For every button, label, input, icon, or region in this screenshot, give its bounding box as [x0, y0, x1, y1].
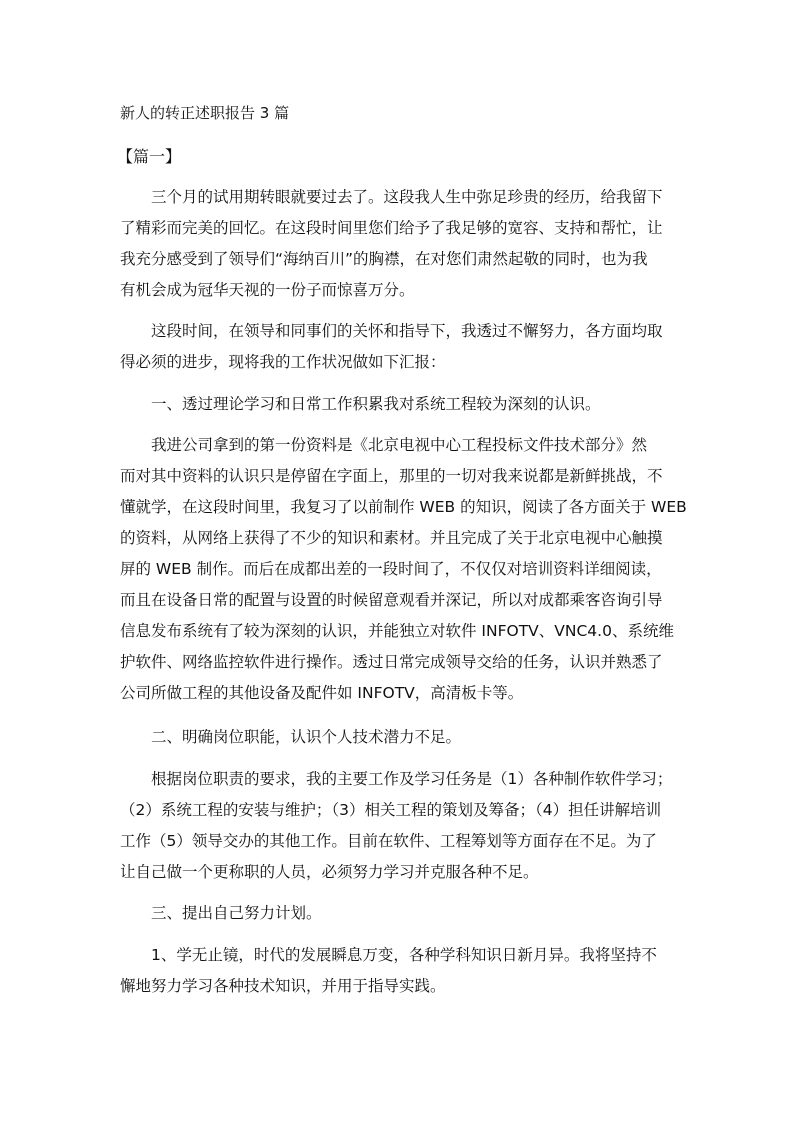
paragraph-line: 懈地努力学习各种技术知识，并用于指导实践。 — [120, 977, 446, 995]
paragraph-1 — [120, 182, 685, 306]
paragraph-line: 护软件、网络监控软件进行操作。透过日常完成领导交给的任务，认识并熟悉了 — [120, 653, 663, 671]
paragraph-line: 三个月的试用期转眼就要过去了。这段我人生中弥足珍贵的经历，给我留下 — [151, 188, 663, 206]
paragraph-line: 而对其中资料的认识只是停留在字面上，那里的一切对我来说都是新鲜挑战，不 — [120, 467, 663, 485]
heading-3 — [120, 898, 685, 929]
paragraph-line: 而且在设备日常的配置与设置的时候留意观看并深记，所以对成都乘客咨询引导 — [120, 591, 663, 609]
paragraph-line: 一、透过理论学习和日常工作积累我对系统工程较为深刻的认识。 — [151, 395, 601, 413]
paragraph-line: 有机会成为冠华天视的一份子而惊喜万分。 — [120, 281, 415, 299]
heading-2 — [120, 722, 685, 753]
paragraph-4 — [120, 764, 685, 888]
paragraph-line: 二、明确岗位职能，认识个人技术潜力不足。 — [151, 728, 462, 746]
section-heading: 【篇一】 — [117, 147, 182, 166]
paragraph-3 — [120, 430, 685, 709]
paragraph-5 — [120, 940, 685, 1002]
paragraph-line: 信息发布系统有了较为深刻的认识，并能独立对软件 INFOTV、VNC4.0、系统维 — [120, 622, 674, 640]
paragraph-line: 我充分感受到了领导们“海纳百川”的胸襟，在对您们肃然起敬的同时，也为我 — [120, 250, 648, 268]
paragraph-line: 三、提出自己努力计划。 — [151, 904, 322, 922]
paragraph-line: 根据岗位职责的要求，我的主要工作及学习任务是（1）各种制作软件学习； — [151, 770, 673, 788]
heading-1 — [120, 389, 685, 420]
paragraph-line: 屏的 WEB 制作。而后在成都出差的一段时间了，不仅仅对培训资料详细阅读， — [120, 560, 662, 578]
paragraph-line: 的资料，从网络上获得了不少的知识和素材。并且完成了关于北京电视中心触摸 — [120, 529, 663, 547]
paragraph-line: 工作（5）领导交办的其他工作。目前在软件、工程筹划等方面存在不足。为了 — [120, 832, 657, 850]
paragraph-line: 1、学无止镜，时代的发展瞬息万变，各种学科知识日新月异。我将坚持不 — [151, 946, 657, 964]
document-title: 新人的转正述职报告 3 篇 — [120, 104, 290, 122]
paragraph-line: （2）系统工程的安装与维护；（3）相关工程的策划及筹备；（4）担任讲解培训 — [120, 801, 662, 819]
paragraph-line: 这段时间，在领导和同事们的关怀和指导下，我透过不懈努力，各方面均取 — [151, 322, 663, 340]
paragraph-line: 让自己做一个更称职的人员，必须努力学习并克服各种不足。 — [120, 863, 539, 881]
paragraph-2 — [120, 316, 685, 378]
paragraph-line: 了精彩而完美的回忆。在这段时间里您们给予了我足够的宽容、支持和帮忙，让 — [120, 219, 663, 237]
paragraph-line: 公司所做工程的其他设备及配件如 INFOTV，高清板卡等。 — [120, 684, 524, 702]
paragraph-line: 我进公司拿到的第一份资料是《北京电视中心工程投标文件技术部分》然 — [151, 436, 648, 454]
paragraph-line: 得必须的进步，现将我的工作状况做如下汇报： — [120, 353, 446, 371]
paragraph-line: 懂就学，在这段时间里，我复习了以前制作 WEB 的知识，阅读了各方面关于 WEB — [120, 498, 687, 516]
